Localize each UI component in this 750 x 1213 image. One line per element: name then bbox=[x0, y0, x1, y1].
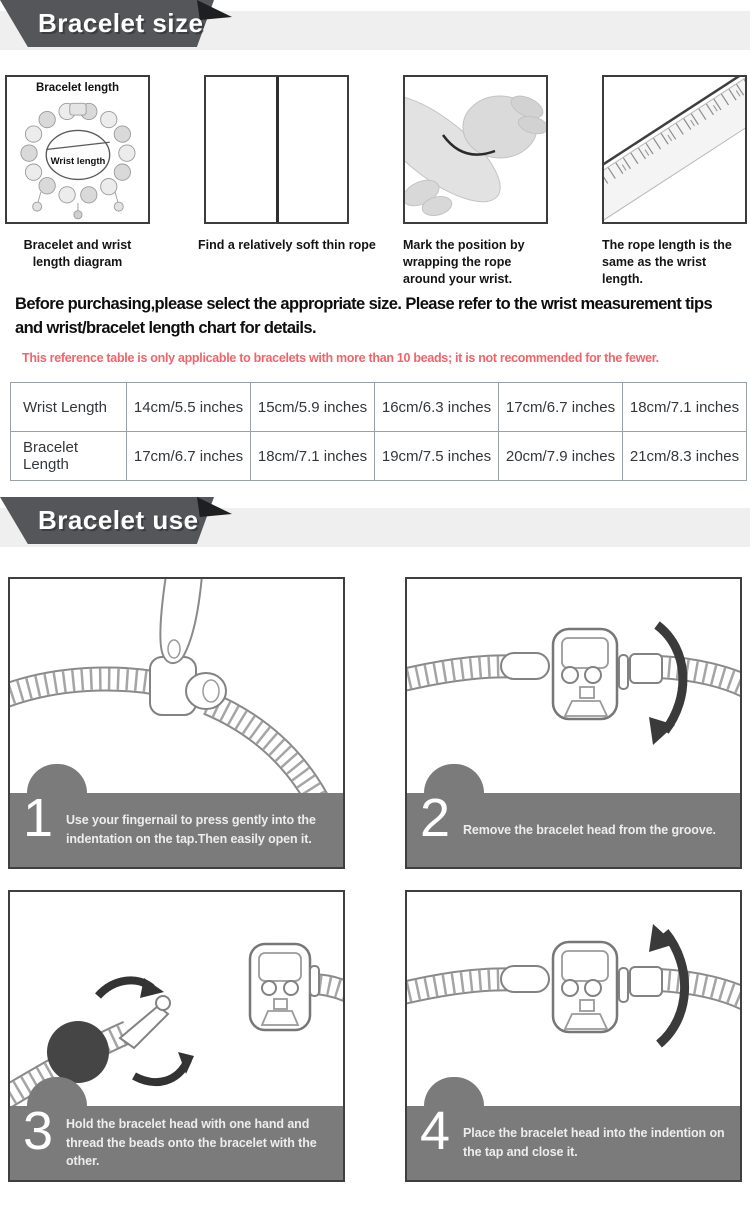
step-text: Use your fingernail to press gently into the indentation on the tap.Then easily open it. bbox=[66, 813, 316, 846]
table-cell: 14cm/5.5 inches bbox=[127, 383, 251, 432]
rotate-arrow-top-icon bbox=[98, 978, 164, 998]
step1-illustration bbox=[10, 579, 343, 793]
finger-press-icon bbox=[160, 579, 202, 663]
table-cell: 17cm/6.7 inches bbox=[499, 383, 623, 432]
banner-ribbon-fold bbox=[197, 497, 232, 517]
section-title-bracelet-use: Bracelet use bbox=[38, 505, 199, 535]
panel-wrist-wrap bbox=[403, 75, 548, 288]
step-caption-bar bbox=[10, 1101, 343, 1180]
panel-caption: Bracelet and wrist length diagram bbox=[23, 238, 132, 269]
row-header-bracelet-length: Bracelet Length bbox=[11, 432, 127, 481]
row-header-wrist-length: Wrist Length bbox=[11, 383, 127, 432]
step-text: Remove the bracelet head from the groove. bbox=[463, 822, 716, 837]
rotate-arrow-bottom-icon bbox=[134, 1052, 194, 1082]
bracelet-diagram-illustration bbox=[7, 77, 148, 222]
table-cell: 15cm/5.9 inches bbox=[251, 383, 375, 432]
table-cell: 16cm/6.3 inches bbox=[375, 383, 499, 432]
wrist-wrap-illustration bbox=[405, 77, 546, 222]
step-number: 4 bbox=[419, 1101, 451, 1161]
table-cell: 18cm/7.1 inches bbox=[623, 383, 747, 432]
table-cell: 21cm/8.3 inches bbox=[623, 432, 747, 481]
purchase-size-intro: Before purchasing,please select the appropriate size. Please refer to the wrist measurement tips and wrist/bracelet length chart for details. bbox=[15, 295, 713, 337]
wrist-wrap-box bbox=[403, 75, 548, 224]
section-title-bracelet-size: Bracelet size bbox=[38, 8, 204, 38]
step-number: 3 bbox=[22, 1101, 54, 1161]
bracelet-length-label: Bracelet length bbox=[35, 82, 120, 94]
step-number: 2 bbox=[419, 788, 451, 848]
step-text: Place the bracelet head into the indention on the tap and close it. bbox=[463, 1126, 725, 1159]
ruler-illustration bbox=[604, 77, 745, 222]
wrist-length-label: Wrist length bbox=[50, 156, 106, 167]
table-cell: 17cm/6.7 inches bbox=[127, 432, 251, 481]
step-text: Hold the bracelet head with one hand and thread the beads onto the bracelet with the other. bbox=[66, 1116, 317, 1169]
step-caption-bar bbox=[10, 788, 343, 867]
step-panel-4 bbox=[405, 890, 742, 1182]
measurement-panels-row bbox=[5, 75, 747, 288]
rope-box bbox=[204, 75, 349, 224]
bracelet-diagram-box bbox=[5, 75, 150, 224]
panel-caption: Find a relatively soft thin rope bbox=[198, 238, 376, 252]
step-panel-3 bbox=[8, 890, 345, 1182]
panel-ruler bbox=[602, 75, 747, 288]
bracelet-size-banner bbox=[0, 0, 750, 56]
ruler-box bbox=[602, 75, 747, 224]
usage-steps-grid bbox=[8, 577, 742, 1182]
table-row-wrist bbox=[11, 383, 747, 432]
table-cell: 19cm/7.5 inches bbox=[375, 432, 499, 481]
step-panel-2 bbox=[405, 577, 742, 869]
rotate-down-arrow-icon bbox=[649, 625, 683, 745]
reference-table-note: This reference table is only applicable to bracelets with more than 10 beads; it is not recommended for the fewer. bbox=[22, 351, 659, 365]
step-caption-bar bbox=[407, 1101, 740, 1180]
size-chart-table bbox=[10, 382, 747, 481]
step3-illustration bbox=[10, 892, 343, 1106]
panel-rope bbox=[198, 75, 376, 288]
table-row-bracelet bbox=[11, 432, 747, 481]
table-cell: 20cm/7.9 inches bbox=[499, 432, 623, 481]
step4-illustration bbox=[407, 892, 740, 1106]
step2-illustration bbox=[407, 579, 740, 793]
bracelet-use-banner bbox=[0, 497, 750, 553]
step-caption-bar bbox=[407, 788, 740, 867]
panel-bracelet-diagram bbox=[5, 75, 150, 288]
bead-icon bbox=[47, 1021, 109, 1083]
panel-caption: The rope length is the same as the wrist length. bbox=[602, 238, 732, 286]
panel-caption: Mark the position by wrapping the rope around your wrist. bbox=[403, 238, 525, 286]
rope-illustration bbox=[276, 77, 279, 222]
step-number: 1 bbox=[22, 788, 54, 848]
step-panel-1 bbox=[8, 577, 345, 869]
table-cell: 18cm/7.1 inches bbox=[251, 432, 375, 481]
